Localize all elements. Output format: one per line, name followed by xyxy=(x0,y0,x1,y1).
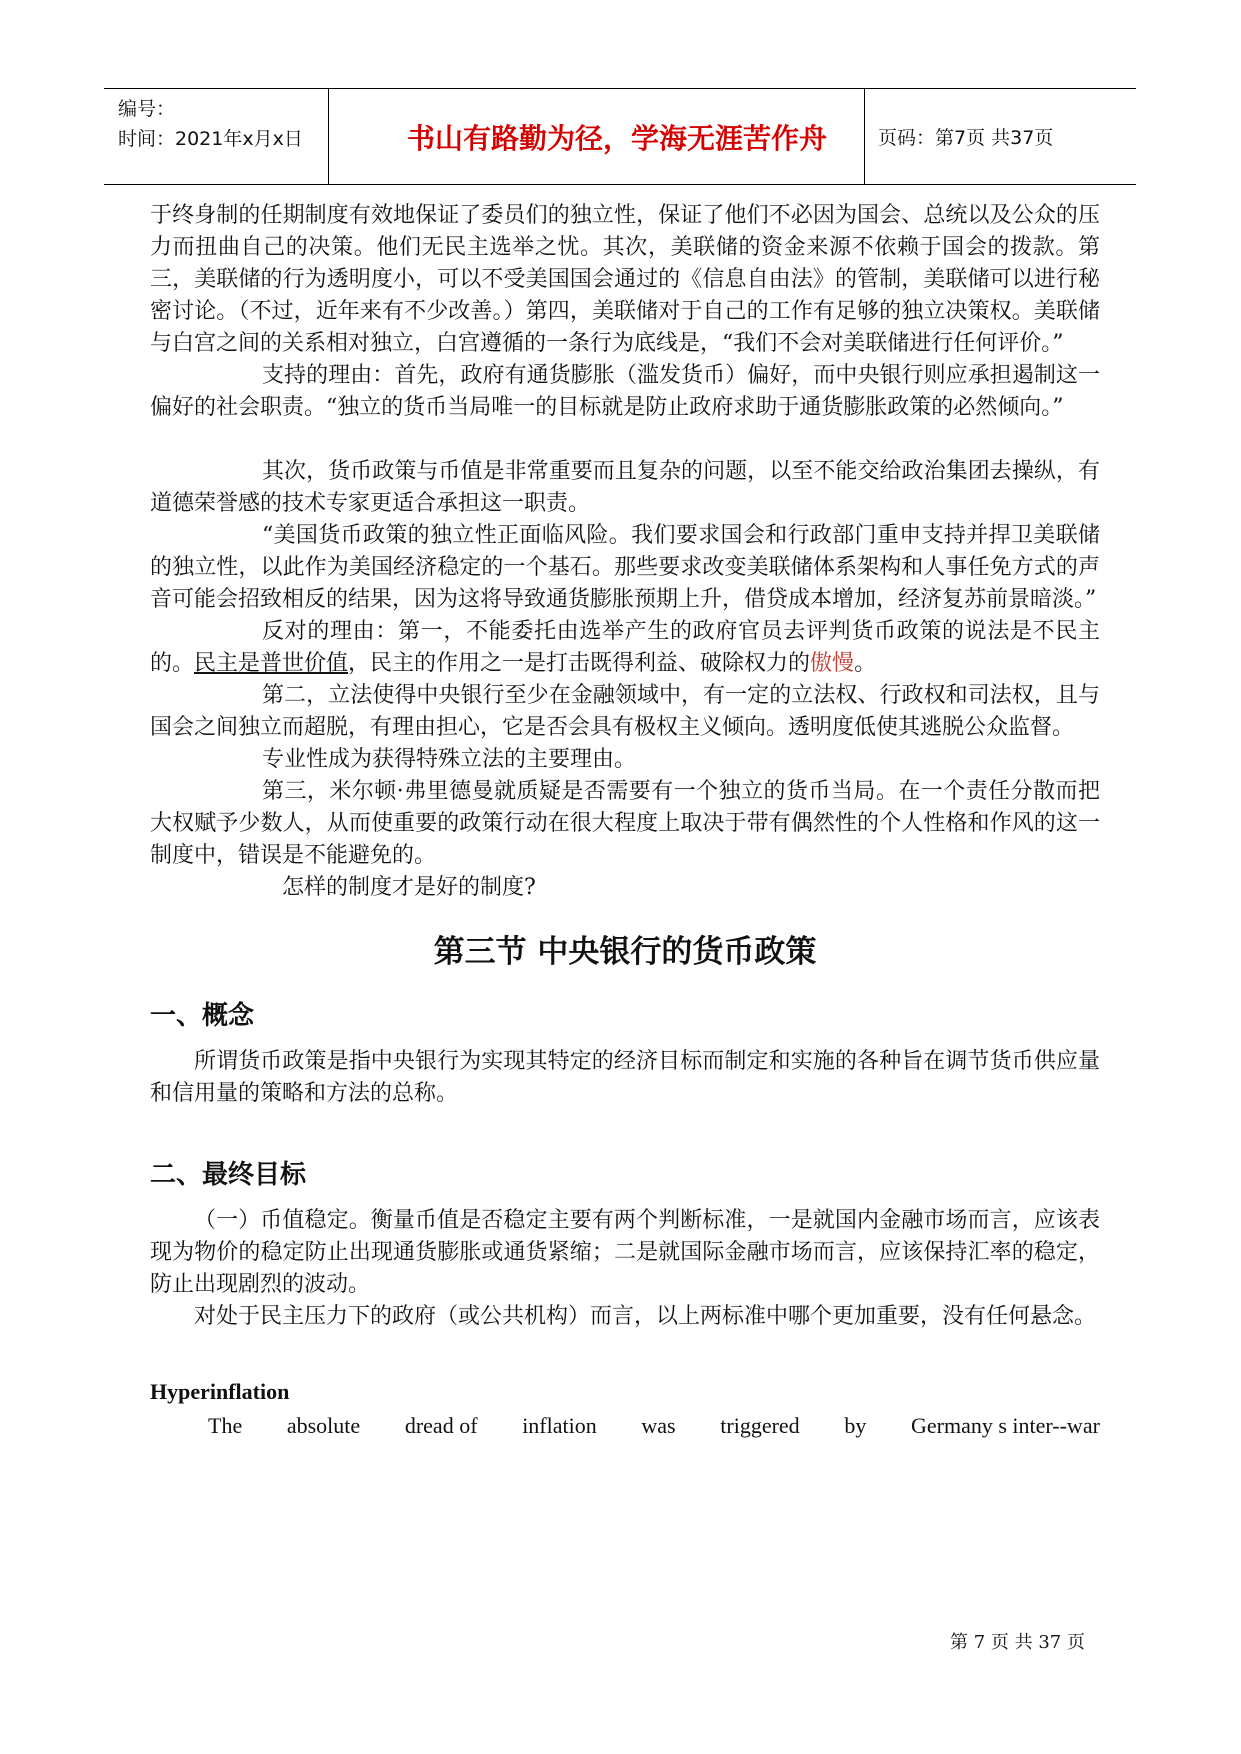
goal-paragraph-2: 对处于民主压力下的政府（或公共机构）而言，以上两标准中哪个更加重要，没有任何悬念。 xyxy=(194,1304,1097,1329)
paragraph-5-text-b: ，民主的作用之一是打击既得利益、破除权力的 xyxy=(348,651,811,676)
section-title: 第三节 中央银行的货币政策 xyxy=(433,934,817,970)
header-time-label: 时间：2021年x月x日 xyxy=(118,128,303,150)
paragraph-quote: “美国货币政策的独立性正面临风险。我们要求国会和行政部门重申支持并捍卫美联储的独立性，以此作为美国经济稳定的一个基石。那些要求改变美联储体系架构和人事任免方式的声音可能会招致相反的结果，因为这将导致通货膨胀预期上升，借贷成本增加，经济复苏前景暗淡。” xyxy=(150,523,1100,612)
page-header xyxy=(104,88,1136,185)
red-phrase: 傲慢 xyxy=(810,651,855,676)
underlined-phrase: 民主是普世价值 xyxy=(194,651,349,676)
header-meta xyxy=(118,94,303,154)
header-page-label: 页码：第7页 共37页 xyxy=(878,127,1054,149)
paragraph-8: 第三，米尔顿·弗里德曼就质疑是否需要有一个独立的货币当局。在一个责任分散而把大权赋予少数人，从而使重要的政策行动在很大程度上取决于带有偶然性的个人性格和作风的这一制度中，错误是不能避免的。 xyxy=(150,779,1100,868)
header-divider-right xyxy=(864,88,865,185)
concept-paragraph: 所谓货币政策是指中央银行为实现其特定的经济目标而制定和实施的各种旨在调节货币供应量和信用量的策略和方法的总称。 xyxy=(150,1049,1100,1106)
header-motto: 书山有路勤为径，学海无涯苦作舟 xyxy=(406,121,827,155)
paragraph-9: 怎样的制度才是好的制度? xyxy=(282,875,536,900)
paragraph-6: 第二，立法使得中央银行至少在金融领域中，有一定的立法权、行政权和司法权，且与国会之间独立而超脱，有理由担心，它是否会具有极权主义倾向。透明度低使其逃脱公众监督。 xyxy=(150,683,1100,740)
english-word: was xyxy=(641,1413,676,1438)
english-word: The xyxy=(208,1413,243,1438)
paragraph-2: 支持的理由：首先，政府有通货膨胀（滥发货币）偏好，而中央银行则应承担遏制这一偏好的社会职责。“独立的货币当局唯一的目标就是防止政府求助于通货膨胀政策的必然倾向。” xyxy=(150,363,1100,420)
paragraph-1: 于终身制的任期制度有效地保证了委员们的独立性，保证了他们不必因为国会、总统以及公众的压力而扭曲自己的决策。他们无民主选举之忧。其次，美联储的资金来源不依赖于国会的拨款。第三，美联储的行为透明度小，可以不受美国国会通过的《信息自由法》的管制，美联储可以进行秘密讨论。（不过，近年来有不少改善。）第四，美联储对于自己的工作有足够的独立决策权。美联储与白宫之间的关系相对独立，白宫遵循的一条行为底线是，“我们不会对美联储进行任何评价。” xyxy=(150,203,1100,356)
page-footer: 第 7 页 共 37 页 xyxy=(950,1632,1085,1653)
paragraph-7: 专业性成为获得特殊立法的主要理由。 xyxy=(262,747,637,772)
heading-concept: 一、概念 xyxy=(150,1001,255,1031)
english-word: Germany s inter--war xyxy=(910,1413,1100,1438)
header-number-label: 编号： xyxy=(118,98,176,120)
blank-line xyxy=(150,1333,1100,1379)
english-heading: Hyperinflation xyxy=(150,1379,290,1404)
paragraph-5-text-a: 反对的理由：第一，不能委托由选举产生的政府官员去评判货币政策的说法是不民主的。 xyxy=(150,619,1100,676)
english-word: dread of xyxy=(404,1413,478,1438)
paragraph-5 xyxy=(150,616,1100,680)
english-word: absolute xyxy=(286,1413,361,1438)
header-divider-left xyxy=(328,88,329,185)
english-word: by xyxy=(844,1413,867,1438)
document-body xyxy=(150,200,1100,1439)
blank-line xyxy=(150,424,1100,456)
paragraph-3: 其次，货币政策与币值是非常重要而且复杂的问题，以至不能交给政治集团去操纵，有道德荣誉感的技术专家更适合承担这一职责。 xyxy=(150,459,1100,516)
blank-line xyxy=(150,1110,1100,1142)
english-word: inflation xyxy=(522,1413,597,1438)
paragraph-5-text-c: 。 xyxy=(854,651,877,676)
english-word: triggered xyxy=(720,1413,800,1438)
goal-paragraph-1: （一）币值稳定。衡量币值是否稳定主要有两个判断标准，一是就国内金融市场而言，应该表现为物价的稳定防止出现通货膨胀或通货紧缩；二是就国际金融市场而言，应该保持汇率的稳定，防止出现剧烈的波动。 xyxy=(150,1208,1100,1297)
english-line xyxy=(150,1413,1100,1439)
heading-final-goal: 二、最终目标 xyxy=(150,1160,307,1190)
